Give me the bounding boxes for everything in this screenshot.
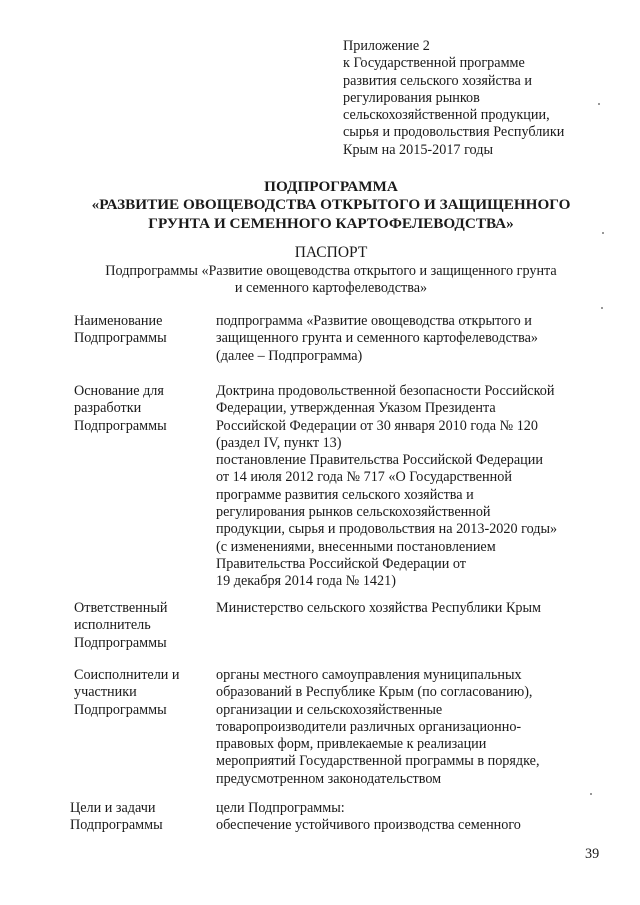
row-label	[74, 600, 209, 652]
label-line: Подпрограммы	[74, 634, 167, 651]
value-line: регулирования рынков сельскохозяйственной	[216, 504, 491, 521]
value-line: (с изменениями, внесенными постановлением	[216, 538, 496, 555]
value-line: цели Подпрограммы:	[216, 800, 345, 816]
passport-heading: ПАСПОРТ	[294, 244, 368, 261]
label-line: Ответственный	[74, 600, 168, 616]
label-line: Подпрограммы	[74, 701, 167, 718]
label-line: Наименование	[74, 313, 163, 329]
value-line: предусмотренном законодательством	[216, 770, 442, 787]
scan-speck	[590, 793, 592, 795]
value-line: продукции, сырья и продовольствия на 2013-2020 годы»	[216, 521, 558, 538]
value-line: (раздел IV, пункт 13)	[216, 434, 342, 451]
title-line: ПОДПРОГРАММА	[264, 178, 398, 195]
value-line: подпрограмма «Развитие овощеводства открытого и	[216, 313, 532, 329]
appendix-line: сельскохозяйственной продукции,	[343, 107, 550, 124]
label-line: Подпрограммы	[74, 417, 167, 434]
value-line: Российской Федерации от 30 января 2010 года № 120	[216, 417, 538, 434]
label-line: исполнитель	[74, 617, 151, 634]
passport-subtitle	[40, 263, 622, 298]
value-line: Доктрина продовольственной безопасности Российской	[216, 383, 555, 399]
value-line: 19 декабря 2014 года № 1421)	[216, 573, 396, 590]
value-line: органы местного самоуправления муниципальных	[216, 667, 522, 683]
value-line: программе развития сельского хозяйства и	[216, 486, 474, 503]
appendix-line: к Государственной программе	[343, 55, 525, 72]
label-line: разработки	[74, 400, 142, 417]
appendix-line: Приложение 2	[343, 38, 430, 54]
appendix-note	[343, 38, 628, 159]
row-value	[216, 800, 626, 835]
scan-speck	[598, 103, 600, 105]
scan-speck	[601, 307, 603, 309]
row-label	[70, 800, 205, 835]
row-value	[216, 383, 626, 591]
value-line: от 14 июля 2012 года № 717 «О Государственной	[216, 469, 512, 486]
label-line: Соисполнители и	[74, 667, 180, 683]
subtitle-line: и семенного картофелеводства»	[234, 280, 428, 297]
label-line: Подпрограммы	[70, 817, 163, 834]
row-label	[74, 313, 209, 348]
value-line: защищенного грунта и семенного картофелеводства»	[216, 330, 538, 347]
value-line: постановление Правительства Российской Федерации	[216, 452, 543, 469]
value-line: (далее – Подпрограмма)	[216, 347, 363, 364]
label-line: Цели и задачи	[70, 800, 156, 816]
row-value	[216, 600, 626, 617]
label-line: Подпрограммы	[74, 330, 167, 347]
subtitle-line: Подпрограммы «Развитие овощеводства открытого и защищенного грунта	[105, 263, 557, 279]
title-line: «РАЗВИТИЕ ОВОЩЕВОДСТВА ОТКРЫТОГО И ЗАЩИЩЕННОГО	[91, 196, 571, 214]
value-line: обеспечение устойчивого производства семенного	[216, 817, 521, 834]
page-number: 39	[585, 846, 600, 862]
label-line: участники	[74, 684, 137, 701]
row-label	[74, 667, 209, 719]
value-line: Федерации, утвержденная Указом Президента	[216, 400, 496, 417]
value-line: правовых форм, привлекаемые к реализации	[216, 736, 487, 753]
value-line: Министерство сельского хозяйства Республики Крым	[216, 600, 542, 616]
appendix-line: Крым на 2015-2017 годы	[343, 141, 493, 158]
scan-speck	[602, 232, 604, 234]
appendix-line: сырья и продовольствия Республики	[343, 124, 565, 141]
value-line: образований в Республике Крым (по согласованию),	[216, 684, 533, 701]
row-value	[216, 313, 626, 365]
value-line: организации и сельскохозяйственные	[216, 701, 443, 718]
value-line: товаропроизводители различных организационно-	[216, 718, 522, 735]
row-label	[74, 383, 209, 435]
appendix-line: развития сельского хозяйства и	[343, 72, 532, 89]
label-line: Основание для	[74, 383, 164, 399]
row-value	[216, 667, 626, 788]
value-line: мероприятий Государственной программы в порядке,	[216, 753, 540, 770]
appendix-line: регулирования рынков	[343, 89, 480, 106]
value-line: Правительства Российской Федерации от	[216, 555, 466, 572]
subprogram-title	[40, 178, 622, 233]
title-line: ГРУНТА И СЕМЕННОГО КАРТОФЕЛЕВОДСТВА»	[148, 214, 514, 232]
